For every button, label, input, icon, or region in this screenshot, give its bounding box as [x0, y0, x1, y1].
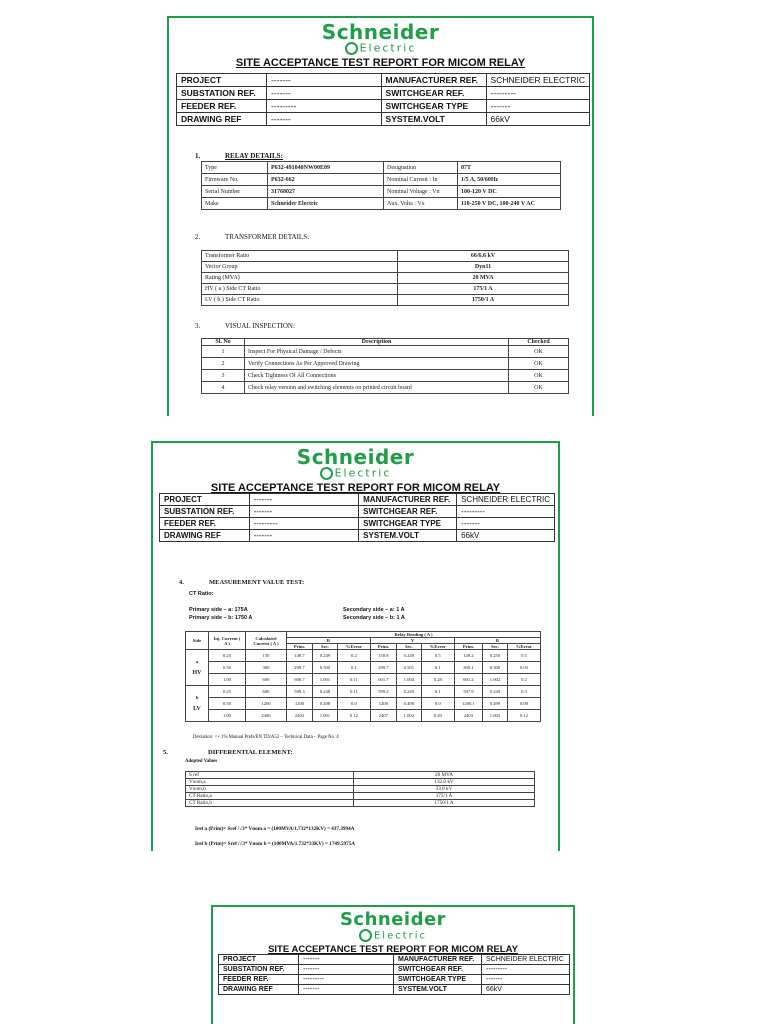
- measurement-cell: 0.500: [312, 662, 337, 674]
- measurement-cell: 0.50: [208, 698, 245, 710]
- differential-value: 132.0 kV: [354, 779, 535, 786]
- header-value: SCHNEIDER ELECTRIC: [457, 494, 555, 506]
- relay-key: Nominal Current : In: [384, 174, 458, 186]
- header-key: SWITCHGEAR REF.: [381, 87, 486, 100]
- header-value: -------: [249, 506, 358, 518]
- measurement-cell: 0.1: [421, 686, 454, 698]
- measurement-cell: 0.0: [337, 698, 370, 710]
- relay-key: Firmware No.: [202, 174, 268, 186]
- visual-description: Inspect For Physical Damage / Defects: [245, 346, 509, 358]
- measurement-cell: 0.29: [421, 710, 454, 722]
- report-page-1: [167, 16, 594, 416]
- schneider-logo: Schneider Electric: [339, 909, 447, 942]
- deviation-note: Deviation: <+ 1% Manual Prefs/EN TD/A52 – Technical Data – Page No. 4: [193, 735, 339, 740]
- side-letter: b: [195, 695, 199, 700]
- ct-ratio-label: CT Ratio:: [189, 591, 214, 597]
- header-value: -------: [457, 518, 555, 530]
- header-row: [177, 100, 590, 113]
- header-row: [177, 74, 590, 87]
- measurement-cell: 0.249: [396, 686, 421, 698]
- header-key: MANUFACTURER REF.: [381, 74, 486, 87]
- transformer-key: Vector Group: [202, 262, 398, 273]
- measurement-cell: 1.002: [396, 710, 421, 722]
- schneider-logo: Schneider Electric: [296, 445, 415, 480]
- measurement-cell: 149.2: [454, 650, 482, 662]
- header-key: SWITCHGEAR REF.: [359, 506, 457, 518]
- measurement-cell: 0.0: [421, 698, 454, 710]
- side-label: [186, 686, 209, 722]
- life-is-on-icon: [345, 42, 358, 55]
- header-row: [177, 113, 590, 126]
- differential-row: [186, 772, 535, 779]
- side-name: LV: [193, 706, 201, 712]
- life-is-on-icon: [320, 467, 333, 480]
- header-row: [160, 506, 555, 518]
- header-row: [219, 965, 570, 975]
- header-key: MANUFACTURER REF.: [394, 955, 482, 965]
- transformer-key: Rating (MVA): [202, 273, 398, 284]
- measurement-cell: 0.500: [483, 662, 508, 674]
- header-table: [159, 493, 555, 542]
- transformer-value: 175/1 A: [398, 284, 569, 295]
- header-value: -------: [266, 74, 381, 87]
- header-key: SWITCHGEAR TYPE: [359, 518, 457, 530]
- visual-checked: OK: [509, 370, 569, 382]
- measurement-cell: 0.498: [396, 698, 421, 710]
- measurement-cell: 1200: [370, 698, 396, 710]
- transformer-value: 66/6.6 kV: [398, 251, 569, 262]
- measurement-cell: 597.9: [454, 686, 482, 698]
- col-inj-current: Inj. Current ( A ): [208, 632, 245, 650]
- measurement-cell: 2407: [370, 710, 396, 722]
- header-key: SYSTEM.VOLT: [394, 985, 482, 995]
- measurement-cell: 1.001: [312, 674, 337, 686]
- iref-a-formula: Iref a (Prim)= Sref /√3* Vnom a = (100MVA/1.732*132KV) = 437.3994A: [195, 826, 355, 832]
- section-heading: 4. MEASUREMENT VALUE TEST:: [179, 579, 305, 586]
- relay-row: [202, 162, 561, 174]
- relay-key: Type: [202, 162, 268, 174]
- header-value: -------: [266, 113, 381, 126]
- measurement-cell: 0.50: [208, 662, 245, 674]
- relay-row: [202, 198, 561, 210]
- measurement-cell: 0.1: [337, 662, 370, 674]
- secondary-a: Secondary side – a: 1 A: [343, 607, 405, 613]
- measurement-cell: 2403: [286, 710, 312, 722]
- relay-value: Schneider Electric: [268, 198, 384, 210]
- visual-description: Check Tightness Of All Connections: [245, 370, 509, 382]
- measurement-row: [186, 698, 541, 710]
- differential-key: CT Ratio,b: [186, 800, 354, 807]
- transformer-row: [202, 251, 569, 262]
- relay-value: P632-491040NW00E09: [268, 162, 384, 174]
- header-value: -------: [482, 975, 570, 985]
- col-calc-current: Calculated Current ( A ): [245, 632, 286, 650]
- measurement-row: [186, 662, 541, 674]
- sub-header: %Error: [507, 644, 540, 650]
- header-key: SUBSTATION REF.: [219, 965, 299, 975]
- header-key: SWITCHGEAR TYPE: [381, 100, 486, 113]
- header-value: 66kV: [457, 530, 555, 542]
- measurement-row: [186, 650, 541, 662]
- measurement-cell: 0.498: [312, 698, 337, 710]
- measurement-cell: 0.25: [208, 650, 245, 662]
- col-relay-reading: Relay Reading ( A ): [286, 632, 540, 638]
- report-title: SITE ACCEPTANCE TEST REPORT FOR MICOM RELAY: [235, 57, 526, 69]
- differential-row: [186, 800, 535, 807]
- header-value: -------: [299, 955, 394, 965]
- header-value: 66kV: [486, 113, 589, 126]
- measurement-cell: 599.3: [286, 686, 312, 698]
- side-letter: a: [195, 659, 199, 664]
- differential-key: CT Ratio,a: [186, 793, 354, 800]
- measurement-row: [186, 710, 541, 722]
- header-value: -------: [299, 965, 394, 975]
- visual-description: Verify Connections As Per Approved Drawing: [245, 358, 509, 370]
- relay-details-table: [201, 161, 561, 210]
- visual-description: Check relay version and switching elements on printed circuit board: [245, 382, 509, 394]
- visual-sl-no: 4: [202, 382, 245, 394]
- visual-col-header: Checked: [509, 339, 569, 346]
- header-key: SUBSTATION REF.: [177, 87, 267, 100]
- measurement-cell: 300: [245, 662, 286, 674]
- measurement-cell: 0.03: [507, 662, 540, 674]
- report-title: SITE ACCEPTANCE TEST REPORT FOR MICOM RELAY: [268, 944, 518, 955]
- side-name: HV: [192, 670, 202, 676]
- header-key: DRAWING REF: [219, 985, 299, 995]
- relay-key: Make: [202, 198, 268, 210]
- measurement-cell: 601.2: [454, 674, 482, 686]
- schneider-logo: Schneider Electric: [321, 20, 440, 55]
- header-row: [160, 494, 555, 506]
- header-value: ---------: [266, 100, 381, 113]
- phase-header: R: [286, 638, 370, 644]
- col-side: Side: [186, 632, 209, 650]
- measurement-cell: 0.12: [337, 710, 370, 722]
- header-key: FEEDER REF.: [160, 518, 250, 530]
- report-title: SITE ACCEPTANCE TEST REPORT FOR MICOM RELAY: [210, 482, 501, 494]
- phase-header: Y: [370, 638, 454, 644]
- side-label: [186, 650, 209, 686]
- measurement-cell: 0.28: [421, 674, 454, 686]
- header-row: [219, 955, 570, 965]
- relay-value: 87T: [458, 162, 561, 174]
- header-key: DRAWING REF: [160, 530, 250, 542]
- relay-key: Nominal Voltage : Vn: [384, 186, 458, 198]
- header-row: [160, 518, 555, 530]
- differential-key: Vnom,b: [186, 786, 354, 793]
- visual-sl-no: 3: [202, 370, 245, 382]
- relay-row: [202, 186, 561, 198]
- transformer-row: [202, 262, 569, 273]
- visual-col-header: Description: [245, 339, 509, 346]
- header-key: FEEDER REF.: [219, 975, 299, 985]
- measurement-cell: 0.499: [483, 698, 508, 710]
- adopted-values-label: Adopted Values: [185, 759, 218, 764]
- transformer-value: 1750/1 A: [398, 295, 569, 306]
- relay-value: 100-120 V DC: [458, 186, 561, 198]
- relay-value: 110-250 V DC, 100-240 V AC: [458, 198, 561, 210]
- differential-key: S ref: [186, 772, 354, 779]
- visual-col-header: Sl. No: [202, 339, 245, 346]
- measurement-cell: 0.2: [337, 650, 370, 662]
- measurement-cell: 0.250: [483, 650, 508, 662]
- header-row: [177, 87, 590, 100]
- measurement-row: [186, 674, 541, 686]
- measurement-cell: 0.1: [421, 662, 454, 674]
- secondary-b: Secondary side – b: 1 A: [343, 615, 405, 621]
- header-key: MANUFACTURER REF.: [359, 494, 457, 506]
- measurement-cell: 0.248: [312, 686, 337, 698]
- sub-header: Prim.: [454, 644, 482, 650]
- header-value: -------: [486, 100, 589, 113]
- header-key: PROJECT: [160, 494, 250, 506]
- primary-b: Primary side – b: 1750 A: [189, 615, 253, 621]
- transformer-value: 20 MVA: [398, 273, 569, 284]
- relay-value: 1/5 A, 50/60Hz: [458, 174, 561, 186]
- header-value: 66kV: [482, 985, 570, 995]
- measurement-cell: 0.08: [507, 698, 540, 710]
- measurement-cell: 1.00: [208, 710, 245, 722]
- header-key: PROJECT: [177, 74, 267, 87]
- measurement-cell: 0.11: [337, 674, 370, 686]
- header-value: ---------: [457, 506, 555, 518]
- section-heading: 2. TRANSFORMER DETAILS:: [195, 233, 310, 241]
- transformer-row: [202, 284, 569, 295]
- measurement-cell: 0.249: [483, 686, 508, 698]
- sub-header: Prim.: [286, 644, 312, 650]
- measurement-cell: 149.7: [286, 650, 312, 662]
- header-row: [219, 975, 570, 985]
- measurement-cell: 0.5: [507, 650, 540, 662]
- header-table: [176, 73, 590, 126]
- measurement-cell: 0.11: [337, 686, 370, 698]
- header-key: SWITCHGEAR REF.: [394, 965, 482, 975]
- visual-sl-no: 1: [202, 346, 245, 358]
- relay-row: [202, 174, 561, 186]
- primary-a: Primary side – a: 175A: [189, 607, 248, 613]
- visual-checked: OK: [509, 358, 569, 370]
- measurement-cell: 0.501: [396, 662, 421, 674]
- header-value: SCHNEIDER ELECTRIC: [486, 74, 589, 87]
- section-heading: 3. VISUAL INSPECTION:: [195, 322, 295, 330]
- differential-row: [186, 786, 535, 793]
- header-value: ---------: [482, 965, 570, 975]
- measurement-cell: 150.8: [370, 650, 396, 662]
- measurement-cell: 0.2: [507, 674, 540, 686]
- measurement-cell: 1.001: [312, 710, 337, 722]
- header-key: SUBSTATION REF.: [160, 506, 250, 518]
- header-key: FEEDER REF.: [177, 100, 267, 113]
- relay-value: P632-662: [268, 174, 384, 186]
- header-row: [160, 530, 555, 542]
- differential-key: Vnom,a: [186, 779, 354, 786]
- measurement-cell: 0.249: [396, 650, 421, 662]
- header-key: SWITCHGEAR TYPE: [394, 975, 482, 985]
- visual-checked: OK: [509, 382, 569, 394]
- visual-row: [202, 358, 569, 370]
- measurement-table: [185, 631, 541, 722]
- transformer-key: Transformer Ratio: [202, 251, 398, 262]
- transformer-details-table: [201, 250, 569, 306]
- measurement-cell: 300.1: [454, 662, 482, 674]
- measurement-cell: 601.7: [370, 674, 396, 686]
- transformer-key: HV ( a ) Side CT Ratio: [202, 284, 398, 295]
- transformer-row: [202, 295, 569, 306]
- header-value: -------: [299, 985, 394, 995]
- measurement-cell: 600: [245, 674, 286, 686]
- differential-value: 20 MVA: [354, 772, 535, 779]
- iref-b-formula: Iref b (Prim)= Sref /√3* Vnom b = (100MVA/1.732*33KV) = 1749.5975A: [195, 841, 356, 847]
- measurement-cell: 299.7: [286, 662, 312, 674]
- life-is-on-icon: [359, 929, 372, 942]
- measurement-cell: 599.2: [370, 686, 396, 698]
- relay-key: Designation: [384, 162, 458, 174]
- header-table: [218, 954, 570, 995]
- differential-table: [185, 771, 535, 807]
- visual-inspection-table: [201, 338, 569, 394]
- visual-row: [202, 382, 569, 394]
- visual-row: [202, 346, 569, 358]
- sub-header: %Error: [421, 644, 454, 650]
- section-heading: 1. RELAY DETAILS:: [195, 152, 283, 160]
- measurement-cell: 299.7: [370, 662, 396, 674]
- sub-header: Sec.: [396, 644, 421, 650]
- visual-checked: OK: [509, 346, 569, 358]
- measurement-cell: 1.003: [483, 710, 508, 722]
- report-page-3: [211, 905, 575, 1024]
- measurement-cell: 1200.1: [454, 698, 482, 710]
- measurement-cell: 150: [245, 650, 286, 662]
- header-key: SYSTEM.VOLT: [381, 113, 486, 126]
- visual-sl-no: 2: [202, 358, 245, 370]
- relay-key: Aux. Volta : Vx: [384, 198, 458, 210]
- measurement-cell: 600: [245, 686, 286, 698]
- section-heading: 5. DIFFERENTIAL ELEMENT:: [163, 749, 293, 756]
- header-value: SCHNEIDER ELECTRIC: [482, 955, 570, 965]
- header-value: -------: [266, 87, 381, 100]
- measurement-cell: 2400: [245, 710, 286, 722]
- differential-value: 1750/1 A: [354, 800, 535, 807]
- measurement-cell: 0.3: [507, 686, 540, 698]
- header-key: DRAWING REF: [177, 113, 267, 126]
- transformer-row: [202, 273, 569, 284]
- visual-row: [202, 370, 569, 382]
- header-value: ---------: [486, 87, 589, 100]
- header-key: PROJECT: [219, 955, 299, 965]
- differential-value: 175/1 A: [354, 793, 535, 800]
- measurement-cell: 1.004: [396, 674, 421, 686]
- header-value: -------: [249, 494, 358, 506]
- header-value: ---------: [249, 518, 358, 530]
- measurement-cell: 0.249: [312, 650, 337, 662]
- relay-value: 31768027: [268, 186, 384, 198]
- report-page-2: [151, 441, 560, 851]
- measurement-cell: 0.25: [208, 686, 245, 698]
- sub-header: %Error: [337, 644, 370, 650]
- differential-row: [186, 793, 535, 800]
- sub-header: Sec.: [483, 644, 508, 650]
- relay-key: Serial Number: [202, 186, 268, 198]
- differential-value: 33.0 kV: [354, 786, 535, 793]
- measurement-cell: 0.5: [421, 650, 454, 662]
- measurement-row: [186, 686, 541, 698]
- header-value: ---------: [299, 975, 394, 985]
- phase-header: B: [454, 638, 540, 644]
- differential-row: [186, 779, 535, 786]
- sub-header: Prim.: [370, 644, 396, 650]
- header-key: SYSTEM.VOLT: [359, 530, 457, 542]
- measurement-cell: 1.002: [483, 674, 508, 686]
- header-row: [219, 985, 570, 995]
- measurement-cell: 600.7: [286, 674, 312, 686]
- transformer-key: LV ( b ) Side CT Ratio: [202, 295, 398, 306]
- sub-header: Sec.: [312, 644, 337, 650]
- header-value: -------: [249, 530, 358, 542]
- measurement-cell: 1.00: [208, 674, 245, 686]
- measurement-cell: 1200: [245, 698, 286, 710]
- measurement-cell: 2403: [454, 710, 482, 722]
- measurement-cell: 0.12: [507, 710, 540, 722]
- measurement-cell: 1200: [286, 698, 312, 710]
- transformer-value: Dyn11: [398, 262, 569, 273]
